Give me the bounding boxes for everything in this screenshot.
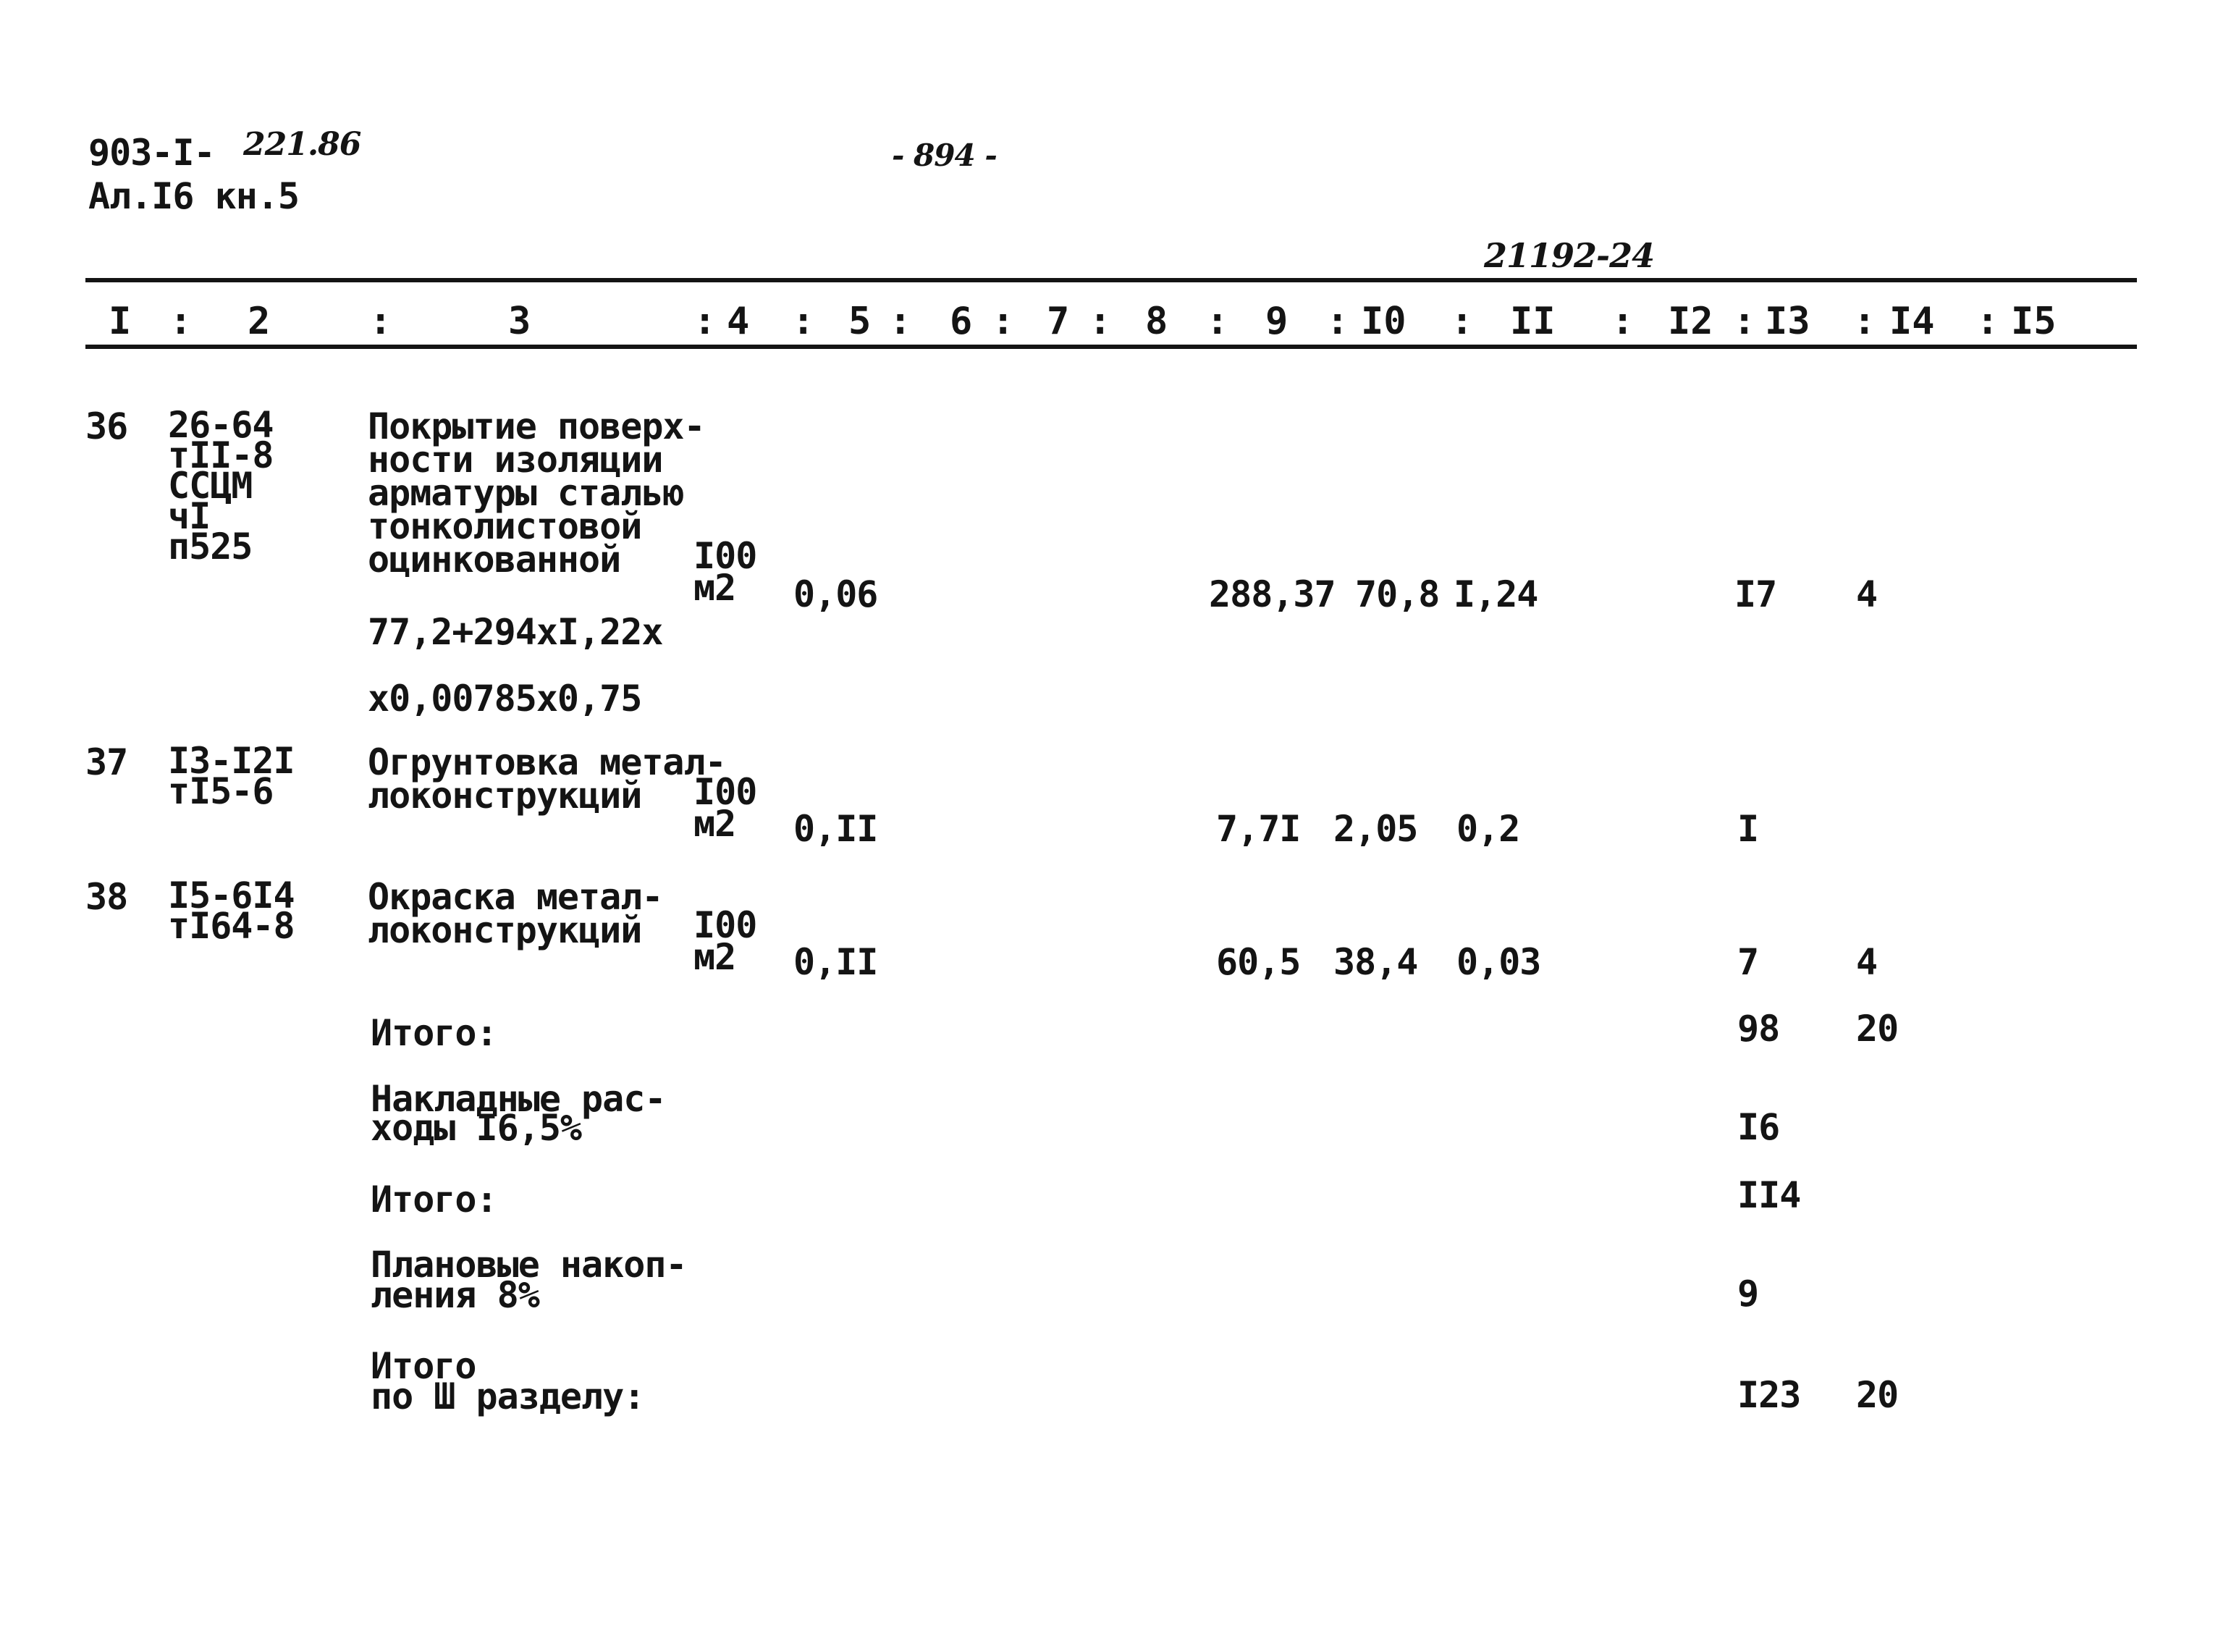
row-description: Огрунтовка метал- локонструкций [368, 741, 726, 817]
sheet-stamp: 21192-24 [1484, 236, 1655, 275]
col-sep: : [369, 300, 392, 343]
row-col11: 0,2 [1456, 808, 1520, 850]
section-total-label: Итого по Ш разделу: [371, 1345, 645, 1417]
col-header-13: I3 [1765, 300, 1810, 343]
row-description: Окраска метал- локонструкций [368, 876, 663, 951]
row-col11: I,24 [1454, 573, 1538, 615]
header-top-rule [85, 278, 2137, 282]
col-header-5: 5 [848, 300, 872, 343]
col-header-14: I4 [1889, 300, 1935, 343]
col-header-4: 4 [727, 300, 750, 343]
row-code: 26-64 тII-8 ССЦМ чI п525 [168, 404, 274, 568]
col-header-9: 9 [1265, 300, 1289, 343]
header-bottom-rule [85, 345, 2137, 349]
total-col13: II4 [1737, 1174, 1801, 1216]
col-header-15: I5 [2011, 300, 2057, 343]
col-header-1: I [109, 300, 132, 343]
planned-savings-label: Плановые накоп- ления 8% [371, 1244, 687, 1316]
row-unit: I00 м2 [693, 535, 757, 609]
row-col13: I7 [1734, 573, 1777, 615]
col-header-10: I0 [1361, 300, 1406, 343]
col-sep: : [1976, 300, 1999, 343]
col-sep: : [1853, 300, 1876, 343]
col-sep: : [1089, 300, 1112, 343]
row-col10: 38,4 [1333, 941, 1418, 983]
row-code: I5-6I4 тI64-8 [168, 875, 295, 947]
row-description: Покрытие поверх- ности изоляции арматуры сталью тонколистовой оцинкованной [368, 405, 705, 581]
total-col14: 20 [1856, 1008, 1899, 1050]
row-col14: 4 [1856, 573, 1878, 615]
col-header-11: II [1510, 300, 1556, 343]
row-number: 37 [85, 741, 128, 783]
col-header-8: 8 [1145, 300, 1168, 343]
row-number: 38 [85, 876, 128, 918]
col-sep: : [1733, 300, 1756, 343]
row-col9: 7,7I [1216, 808, 1301, 850]
row-unit: I00 м2 [693, 771, 757, 845]
row-col9: 288,37 [1209, 573, 1336, 615]
page-number: - 894 - [892, 138, 997, 173]
col-header-2: 2 [248, 300, 271, 343]
row-col13: I [1737, 808, 1759, 850]
section-total-col13: I23 [1737, 1374, 1801, 1416]
planned-savings-col13: 9 [1737, 1273, 1759, 1315]
row-col9: 60,5 [1216, 941, 1301, 983]
col-sep: : [792, 300, 815, 343]
row-code: I3-I2I тI5-6 [168, 740, 295, 812]
col-header-7: 7 [1047, 300, 1070, 343]
row-col13: 7 [1737, 941, 1759, 983]
section-total-col14: 20 [1856, 1374, 1899, 1416]
overhead-label: Накладные рас- ходы I6,5% [371, 1078, 666, 1149]
document-code-handwritten: 221.86 [243, 126, 361, 163]
col-sep: : [1326, 300, 1349, 343]
col-header-12: I2 [1668, 300, 1713, 343]
row-quantity: 0,06 [793, 573, 878, 615]
col-sep: : [1451, 300, 1474, 343]
col-sep: : [1206, 300, 1229, 343]
document-code: 903-I- [88, 132, 215, 174]
row-col11: 0,03 [1456, 941, 1541, 983]
total-label: Итого: [371, 1012, 497, 1054]
total-label: Итого: [371, 1179, 497, 1221]
row-unit: I00 м2 [693, 904, 757, 978]
row-col14: 4 [1856, 941, 1878, 983]
col-header-6: 6 [950, 300, 973, 343]
overhead-col13: I6 [1737, 1106, 1780, 1148]
total-col13: 98 [1737, 1008, 1780, 1050]
row-formula: 77,2+294хI,22х [368, 611, 663, 653]
row-col10: 2,05 [1333, 808, 1418, 850]
col-sep: : [693, 300, 717, 343]
row-number: 36 [85, 405, 128, 447]
album-reference: Ал.I6 кн.5 [88, 175, 300, 217]
row-quantity: 0,II [793, 808, 878, 850]
col-sep: : [169, 300, 193, 343]
col-sep: : [889, 300, 912, 343]
col-header-3: 3 [508, 300, 531, 343]
row-quantity: 0,II [793, 941, 878, 983]
col-sep: : [992, 300, 1015, 343]
row-col10: 70,8 [1355, 573, 1440, 615]
row-formula: х0,00785х0,75 [368, 678, 642, 720]
col-sep: : [1611, 300, 1635, 343]
